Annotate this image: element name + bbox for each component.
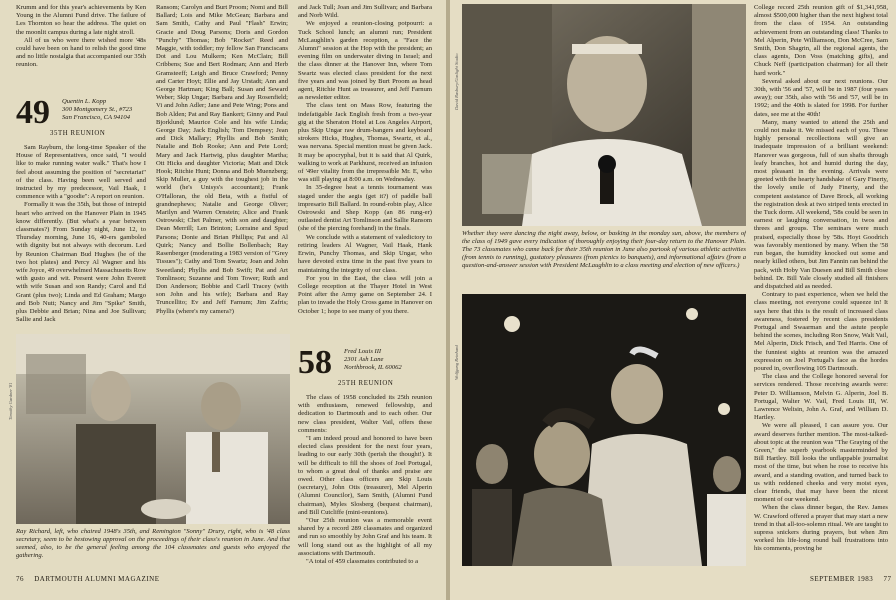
reunion-photo-top	[462, 4, 746, 226]
photo-man-microphone	[462, 4, 746, 226]
footer-left	[16, 575, 160, 583]
reunion-heading-49: 35TH REUNION	[50, 130, 106, 137]
photo-couple-dancing	[462, 294, 746, 566]
photo-credit-top: David Rasbury/Gaslight Studio	[454, 53, 459, 110]
class-number-49: 49	[16, 94, 50, 131]
photo-credit-left: Timothy Gardner '81	[8, 382, 13, 420]
col3-bottom: The class of 1958 concluded its 25th reunion with enthusiasm, renewed fellowship, and dedication to Dartmouth and to each other. Our new class president, Walter Vail, offers these comments: "I am indeed proud and honored to have been elected class president for the next four years, leading to our early 30th (perish the thought!). It will be difficult to fill the shoes of Joel Portugal, to whom a great deal of thanks and praise are owed. Other class officers are Skip Louis (secretary), John Otis (treasurer), Mel Alperin (Alumni Councilor), Sam Smith, (Alumni Fund chairman), Myles Slosberg (bequest chairman), and Bill Cutcliffe (mini-reunions). "Our 25th reunion was a memorable event shared by a record 289 classmates and organized and run so smoothly by John Graf and his team. It will long stand out as the highlight of all my associations with Dartmouth. "A total of 459 classmates contributed to a	[298, 394, 432, 566]
issue-date: SEPTEMBER 1983	[810, 575, 874, 583]
col2: Ransom; Carolyn and Burt Proom; Nomi and Bill Ballard; Lois and Mike McGean; Barbara and Sam Smith, Cathy and Paul "Flash" Erwin; Gracie and Doug Parsons; Doris and Gordon "Punchy" Thomas; Bob "Rocket" Reed and Maggie, with toddler; my fellow San Franciscans Dot and Lou Mulkern; Ken McClain; Bill Cribbens; Sue and Bert Rodman; Ann and Herb Gramsteeff; Leigh and Bruce Crawford; Penny and Carter Hoyt; Ellie and Jay Urstadt; Ann and George Hartman; King Ball; Susan and Seward Weber; Skip Ungar; Barbara and Jay Rosenfield; Vi and John Adler; Jane and Pete Wing; Pons and Bob Alden; Pat and Ray Bankert; Ginny and Paul Bjorklund; Maurice Cole and his wife Linda; George Day; Jack English; Tom Dempsey; Jean and Dick Mallary; Phyllis and Bob Smith; Natalie and Bob Rooke; Ann and Pete Lord; Mary and Jack Hartwig, plus daughter Martha; Ott Hicks and daughter Victoria; Matt and Dick Hook; Ritchie Hunt; Donna and Bob Muenzberg; Skip Muller, a guy with the toughest job in the world (he's Unisys's accountant); Frank O'Halloran, the old Beta, with a fistful of grandnephews; Natalie and George Oliver; Marilyn and Warren Ornstein; Alice and Frank Ostrowski; Chet Palmer, with son and daughter; Dean Merrill; Len Brinton; Lorraine and Spud Parsons; Donie and Brian Phillips; Pat and Al Quirk; Nancy and Bollie Bollenbach; Ray Rasenberger (moderating a 1983 version of "Grey Tissues"); Cathy and Tom Swartz; Joan and John Sweetland; Phyllis and Bob Swift; Pat and Art Tomlinson; Suzanne and Tom Tower; Ruth and Don Anderson; Bobbie and Carll Tracey (with son John and his wife); Barbara and Ray Truncellito; Ev and Jeff Farnum; Jim Zafris; Phyllis (where's my camera?)	[156, 4, 288, 315]
magazine-title: DARTMOUTH ALUMNI MAGAZINE	[34, 575, 160, 583]
page-number-left: 76	[16, 575, 24, 583]
footer-right	[810, 575, 891, 583]
reunion-heading-58: 25TH REUNION	[338, 380, 394, 387]
page-number-right: 77	[883, 575, 892, 583]
class58-address: Fred Louis III 2301 Ash Lane Northbrook, IL 60062	[344, 348, 402, 371]
class-number-58: 58	[298, 344, 332, 381]
col1-top: Krumm and for this year's achievements by Ken Young in the Alumni Fund drive. The failure of Les Thornton so hear the address. The quiet on the moonlit campus during a late night stroll. All of us who were there wished more '48s could have been on hand to relish the good time and no little nostalgia that accompanied our 35th reunion.	[16, 4, 146, 69]
photo-two-men	[16, 334, 290, 524]
class49-address: Quentin L. Kopp 300 Montgomery St., #723 San Francisco, CA 94104	[62, 98, 133, 121]
col1-body: Sam Rayburn, the long-time Speaker of the House of Representatives, once said, "I would like to make running water walk." That's how I feel about assuming the position of "secretariat" of the class. Having been well served and instructed by my predecessor, Vail Haak, I commence with a "goodie": A report on reunion. Formally it was the 35th, but those of intrepid heart who arrived on the Hanover Plain in 1945 know differently. (But what's a year between classmates?) From Sunday night, June 12, to Thursday morning, June 16, 40-ers gamboled with dignity but not always with decorum. Led by Reunion Chairman Bud Hughes (he of the two hot plates) and Percy Al Wagner and his wife Joyce, 49 overwhelmed Massachusetts Row with gusto and wit. Present were John Everett with wife Susan and son Randy; Carol and Ed Grant (plus two); Linda and Ed Graham; Margo and Bob Nutt; Nancy and Jim "Spike" Smith, plus Debbie and Brian; Nina and Joe Sullivan; Sallie and Jack	[16, 144, 146, 324]
col3: and Jack Tull; Joan and Jim Sullivan; and Barbara and Norb Wild. We enjoyed a reunion-closing potpourri: a Tuck School lunch; an alumni run; President McLaughlin's garden reception, a "Face the Alumni" session at the Hop with the president; an evening film on underwater diving in Israel; and the class dinner at the Hanover Inn, where Tom Swartz was elected class president for the next five years and was joined by Burt Proom as head agent, Ritchie Hunt as treasurer, and Jeff Farnum as newsletter editor. The class tent on Mass Row, featuring the indefatigable Jack English fresh from a two-year gig at the Sheraton Hotel at Los Angeles Airport, plus Skip Ungar raw drum-bangers and keyboard strokers Hicks, Hughes, Thomas, Swartz, et al., was nervana. Special mention must be given Jack. It may be apocryphal, but it is said that Al Quirk, walking to work at Parkhurst, received an infusion of '49er vitality from the irrepressible Mr. E, who was still playing at 8:00 a.m. on Wednesday. In 35-degree heat a tennis tournament was staged under the aegis (get it?) of paddle ball impresario Bill Ballard. In round-robin play, Alice Ostrowski and Shep Kopp (an 86 rung-er) outlasted dentist Art Tomlinson and Sallie Ransom (she of the piercing forehand) in the finals. We conclude with a statement of valedictory to retiring leaders Al Wagner, Vail Haak, Hank Erwin, Punchy Thomas, and Skip Ungar, who have devoted extra time in the past five years to maintaining the integrity of our class. For you in the East, the class will join a College reception at the Thayer Hotel in West Point after the Army game on September 24. I plan to invade the Holy Cross game in Hanover on October 1; hope to see many of you there.	[298, 4, 432, 315]
right-page	[450, 0, 896, 600]
col-right: College record 25th reunion gift of $1,341,958, almost $500,000 higher than the next highest total from the class of 1954. An outstanding achievement from an outstanding class! Thanks to Mel Alperin, Pete Williamson, Don McCree, Sam Smith, Don Shagrin, all the regional agents, the class agents, Don Voss (matching gifts), and Chuck Neff (participation chairman) for all their hard work." Several asked about our next reunions. Our 30th, with '56 and '57, will be in 1987 (four years away); our 35th, also with '56 and '57, will be in 1992; and the 40th is slated for 1998. For further dates, see me at the 40th! Many, many wanted to attend the 25th and could not make it. We missed each of you. These highly personal recollections will give an inadequate impression of a brilliant weekend: Hanover was gorgeous, full of sun shafts through leafy branches, hot and humid during the day, most pleasant in the evening. Arrivals were greeted with the hearty handshake of Gary Finerty, the lovely smile of Judy Finerty, and the competent assistance of Dave Brock, all working the registration desk at two striped tents erected in the Tuck dorm. All weekend, '58s could be seen in earnest or laughing conversation, in twos and threes and groups. The seminars were much praised, especially those by '58s. Hoyt Goodrich was favorably mentioned by many. When the '58 run began, the humidity knocked out some and nearly killed others, but Jim Fannin ran behind the pack, with Hoby Van Duesen and Bill Smith close behind. Dr. Bill Yale closely studied all finishers and dispatched aid as needed. Contrary to past experience, when we held the class meeting, not everyone could squeeze in! It says here that this is the result of increased class awareness, fostered by recent class presidents Portugal and Swaarman and the astute people behind the scenes, including Ron Snow, Walt Vail, Mel Alperin, Dick Frisch, and Ted Harris. One of the funniest sights at reunion was the amazed expression on Joel Portugal's face as the hordes poured in, overflowing 105 Dartmouth. The class and the College honored several for services rendered. Those receiving awards were: Peter D. Williamson, Melvin G. Alperin, Joel B. Portugal, Walter W. Vail, Fred Louis III, W. Lawrence Weltsin, John A. Graf, and William D. Hartley. We were all pleased, I can assure you. Our award deserves further mention. The most-talked-about topic at the reunion was "The Graying of the Green," the superb yearbook masterminded by Bill Hartley. Bill looks the unflappable journalist most of the time, but when he rose to receive his award, and a standing ovation, and turned back to us with reddened cheeks and very moist eyes, clear friends, that may have been the nicest moment of our weekend. When the class dinner began, the Rev. James W. Crawford offered a prayer that may start a new trend in that all-too-solemn ritual. We are taught to supress snickers during prayers, but when Jim worked his life-long round ball frustrations into his comments, proving he	[754, 4, 888, 553]
reunion-photo-48	[16, 334, 290, 524]
left-page	[0, 0, 446, 600]
photo-caption-left: Ray Richard, left, who chaired 1948's 35th, and Remington "Sonny" Drury, right, who is '48 class secretary, seem to be bestowing approval on the proceedings of their class's reunion in June. And that seemed, also, to be the general feeling among the 104 classmates and guests who enjoyed the gathering.	[16, 528, 290, 559]
photo-caption-right: Whether they were dancing the night away, below, or basking in the monday sun, above, the members of the class of 1949 gave every indication of thoroughly enjoying their four-day return to the Hanover Plain. The 73 classmates who came back for their 35th reunion in June also partook of various athletic activities (from tennis to running), gustatory pleasures (from picnics to banquets), and informational affairs (from a question-and-answer session with President McLaughlin to a class meeting and election of new officers.)	[462, 230, 746, 269]
photo-credit-bottom: Wolfgang Reinhard	[454, 345, 459, 380]
reunion-photo-dancing	[462, 294, 746, 566]
